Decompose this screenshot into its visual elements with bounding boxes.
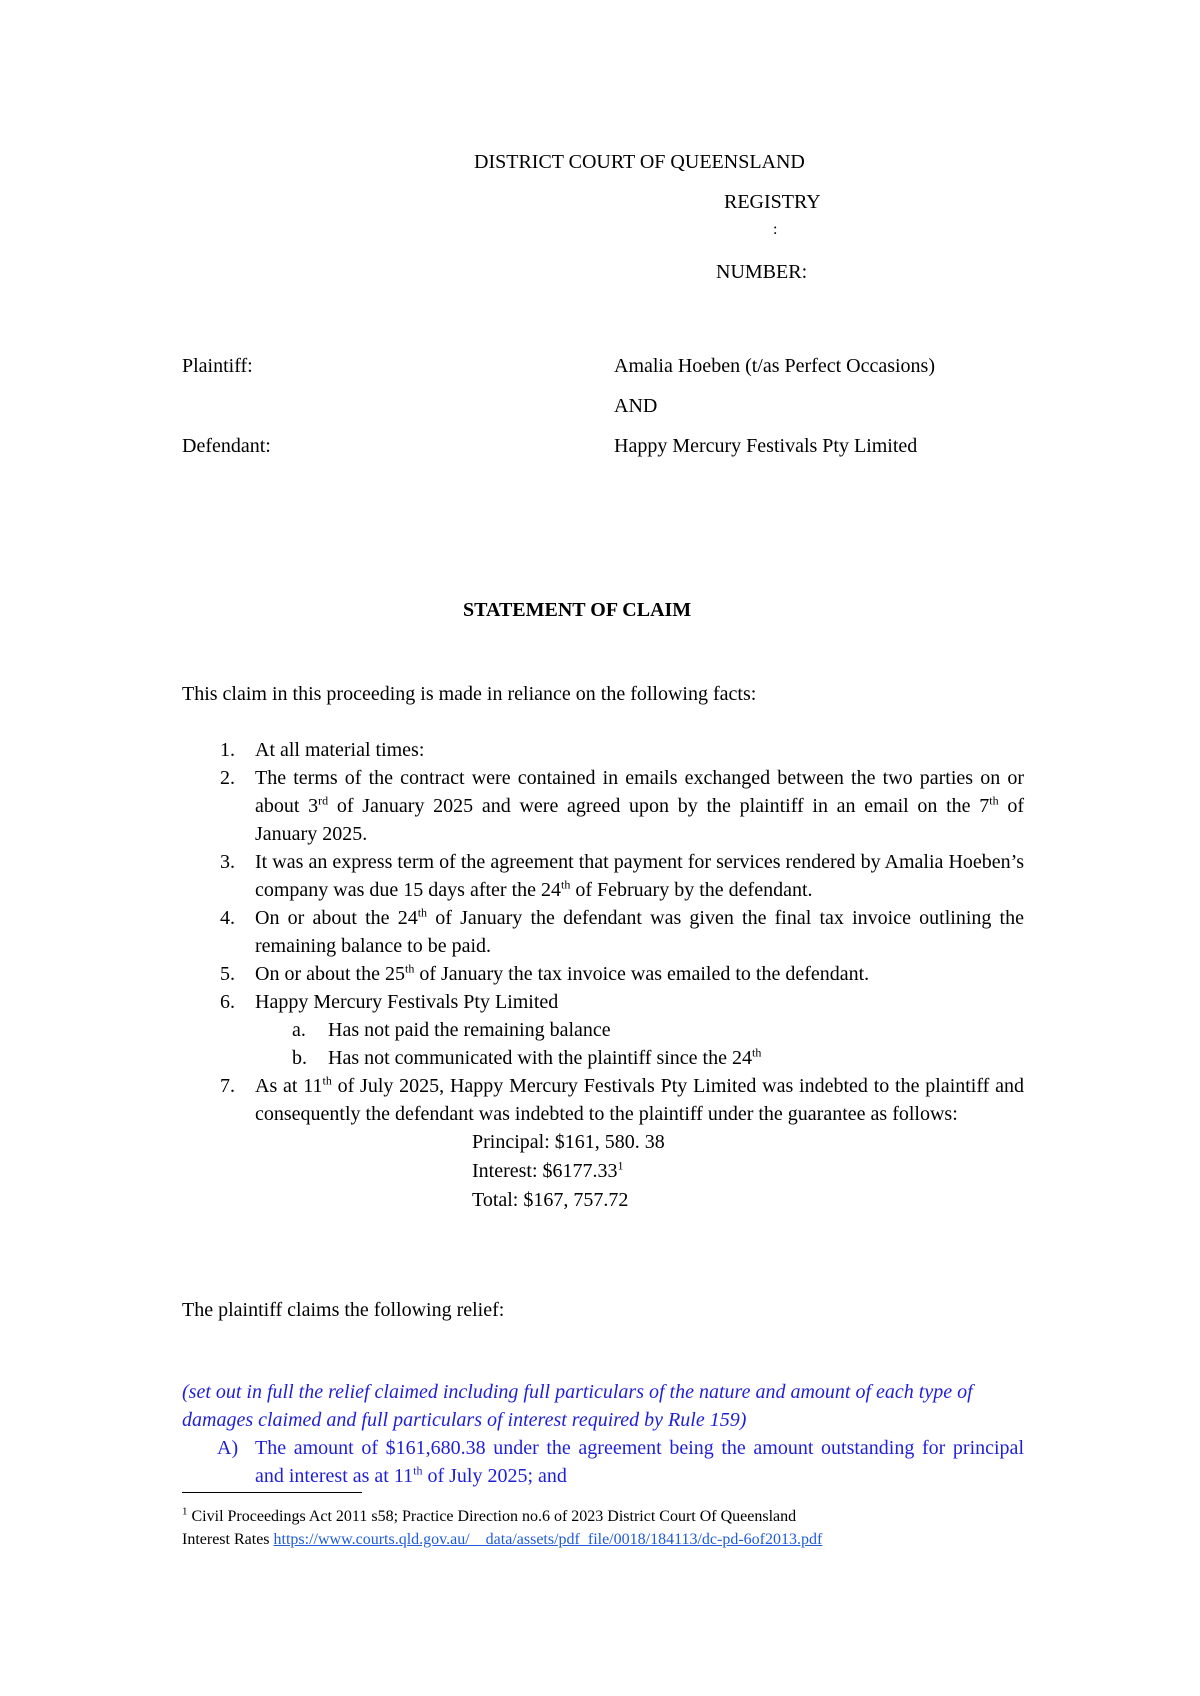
item-number: 2. [220,767,235,789]
item-text: It was an express term of the agreement that payment for services rendered by Amalia Hoeben’s company was due 15 days after the 24 [255,851,1024,901]
item-text: of July 2025, Happy Mercury Festivals Pty Limited was indebted to the plaintiff and consequently the defendant was indebted to the plaintiff under the guarantee as follows: [255,1075,1024,1125]
footnote-text: Interest Rates [182,1531,274,1548]
sub-list-item [182,1044,1024,1072]
item-letter: b. [292,1047,307,1069]
item-text: On or about the 24 [255,907,418,929]
item-text: As at 11 [255,1075,323,1097]
item-text: of July 2025; and [422,1465,567,1487]
registry-colon: : [773,221,778,238]
relief-instruction: (set out in full the relief claimed including full particulars of the nature and amount of each type of damages claimed and full particulars of interest required by Rule 159) [182,1381,973,1431]
ordinal-suffix: th [751,1045,762,1060]
footnote-reference: 1 [617,1158,624,1173]
sub-list-item [182,1016,1024,1044]
item-text: of January the tax invoice was emailed to the defendant. [414,963,870,985]
ordinal-suffix: th [989,793,999,808]
debt-amounts [182,1128,1024,1215]
relief-intro: The plaintiff claims the following relief: [182,1299,505,1321]
ordinal-suffix: th [404,961,415,976]
item-letter: A) [217,1437,239,1459]
plaintiff-label: Plaintiff: [182,355,253,377]
list-item [182,960,1024,988]
ordinal-suffix: th [417,905,428,920]
list-item [182,736,1024,764]
defendant-label: Defendant: [182,435,271,457]
footnote-divider [182,1492,362,1493]
ordinal-suffix: th [561,877,571,892]
list-item [182,848,1024,904]
total-amount: Total: $167, 757.72 [472,1189,629,1211]
item-text: of January 2025 and were agreed upon by the plaintiff in an email on the 7 [328,795,990,817]
item-number: 1. [220,739,235,761]
item-text: On or about the 25 [255,963,405,985]
footnote [182,1505,1082,1551]
item-number: 3. [220,851,235,873]
and-separator: AND [614,395,658,417]
item-text: Has not paid the remaining balance [328,1019,611,1041]
item-text: At all material times: [255,739,425,761]
list-item [182,1072,1024,1128]
footnote-marker: 1 [182,1505,188,1518]
item-text: Has not communicated with the plaintiff since the 24 [328,1047,752,1069]
item-text: of January the defendant was given the final tax invoice outlining the remaining balance to be paid. [255,907,1024,957]
defendant-name: Happy Mercury Festivals Pty Limited [614,435,918,457]
item-text: of February by the defendant. [570,879,813,901]
registry-label: REGISTRY [724,191,821,213]
footnote-text: Civil Proceedings Act 2011 s58; Practice Direction no.6 of 2023 District Court Of Queensland [187,1508,797,1525]
plaintiff-name: Amalia Hoeben (t/as Perfect Occasions) [614,355,935,377]
footnote-line [182,1505,1082,1528]
ordinal-suffix: th [322,1073,332,1088]
relief-list [182,1434,1024,1490]
item-text: The amount of $161,680.38 under the agreement being the amount outstanding for principal and interest as at 11 [255,1437,1024,1487]
item-letter: a. [292,1019,306,1041]
interest-amount: Interest: $6177.33 [472,1160,618,1182]
item-number: 4. [220,907,235,929]
ordinal-suffix: rd [318,793,329,808]
list-item [182,764,1024,848]
principal-amount: Principal: $161, 580. 38 [472,1131,665,1153]
facts-list [182,736,1024,1215]
document-title: STATEMENT OF CLAIM [463,599,692,621]
item-text: Happy Mercury Festivals Pty Limited [255,991,559,1013]
interest-amount-line [472,1157,1024,1186]
list-item [182,988,1024,1016]
item-number: 7. [220,1075,235,1097]
list-item [182,904,1024,960]
ordinal-suffix: th [413,1463,423,1478]
facts-intro: This claim in this proceeding is made in reliance on the following facts: [182,683,757,705]
number-label: NUMBER: [716,261,808,283]
interest-rates-link[interactable]: https://www.courts.qld.gov.au/__data/assets/pdf_file/0018/184113/dc-pd-6of2013.pdf [273,1531,823,1548]
item-text: of January 2025. [255,795,1025,845]
item-number: 6. [220,991,235,1013]
court-name: DISTRICT COURT OF QUEENSLAND [474,151,805,173]
footnote-line [182,1528,1082,1551]
relief-item [182,1434,1024,1490]
item-number: 5. [220,963,235,985]
item-text: The terms of the contract were contained in emails exchanged between the two parties on or about 3 [255,767,1024,817]
